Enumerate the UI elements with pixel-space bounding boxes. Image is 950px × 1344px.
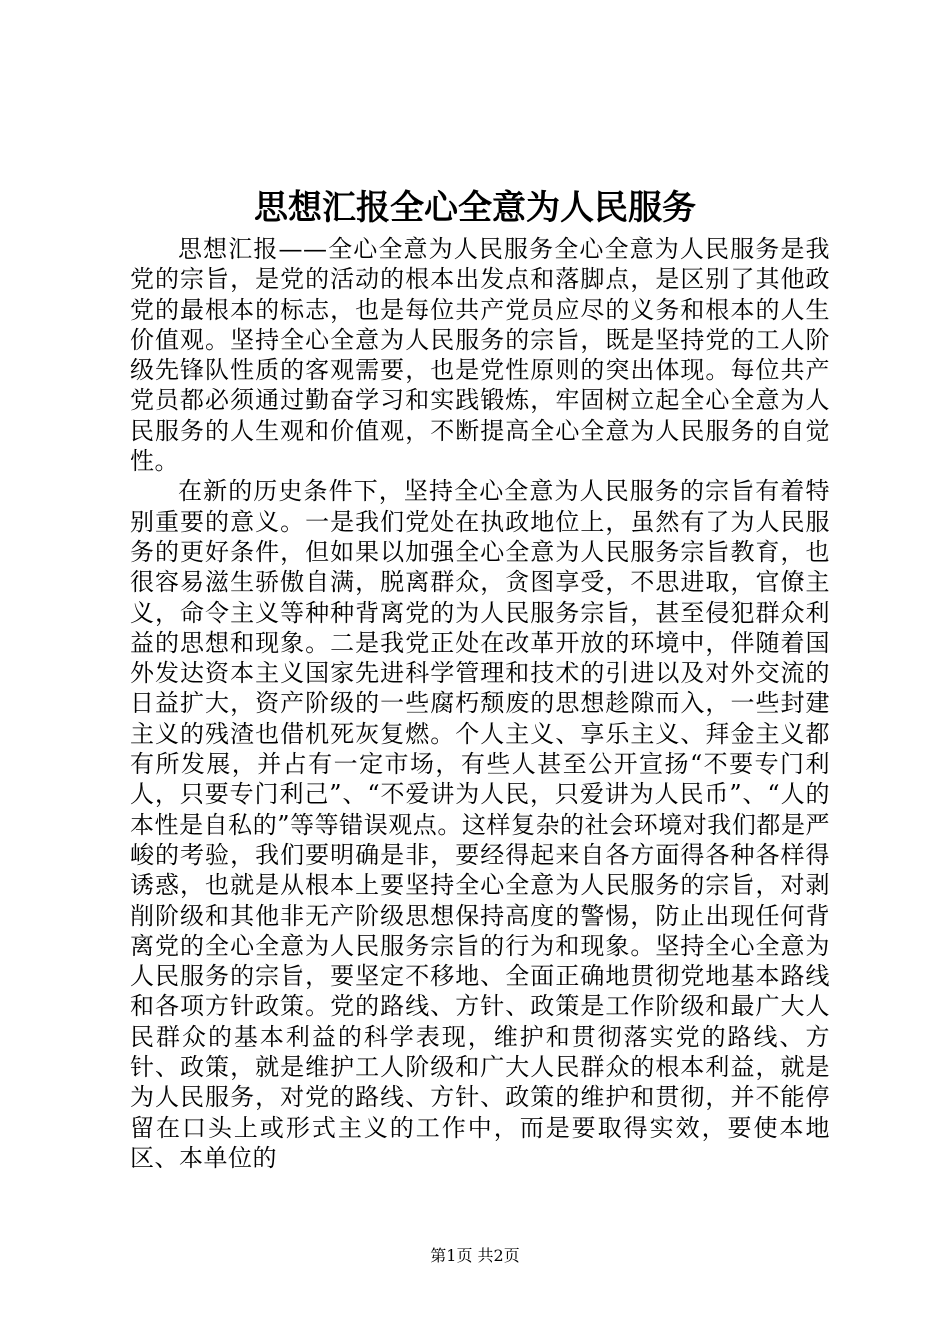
paragraph-2: 在新的历史条件下，坚持全心全意为人民服务的宗旨有着特别重要的意义。一是我们党处在执政地位上，虽然有了为人民服务的更好条件，但如果以加强全心全意为人民服务宗旨教育，也很容易滋生骄傲自满，脱离群众，贪图享受，不思进取，官僚主义，命令主义等种种背离党的为人民服务宗旨，甚至侵犯群众利益的思想和现象。二是我党正处在改革开放的环境中，伴随着国外发达资本主义国家先进科学管理和技术的引进以及对外交流的日益扩大，资产阶级的一些腐朽颓废的思想趁隙而入，一些封建主义的残渣也借机死灰复燃。个人主义、享乐主义、拜金主义都有所发展，并占有一定市场，有些人甚至公开宣扬“不要专门利人，只要专门利己”、“不爱讲为人民，只爱讲为人民币”、“人的本性是自私的”等等错误观点。这样复杂的社会环境对我们都是严峻的考验，我们要明确是非，要经得起来自各方面得各种各样得诱惑，也就是从根本上要坚持全心全意为人民服务的宗旨，对剥削阶级和其他非无产阶级思想保持高度的警惕，防止出现任何背离党的全心全意为人民服务宗旨的行为和现象。坚持全心全意为人民服务的宗旨，要坚定不移地、全面正确地贯彻党地基本路线和各项方针政策。党的路线、方针、政策是工作阶级和最广大人民群众的基本利益的科学表现，维护和贯彻落实党的路线、方针、政策，就是维护工人阶级和广大人民群众的根本利益，就是为人民服务，对党的路线、方针、政策的维护和贯彻，并不能停留在口头上或形式主义的工作中，而是要取得实效，要使本地区、本单位的 [130,477,830,1172]
document-title: 思想汇报全心全意为人民服务 [254,188,696,228]
page-number-footer: 第1页 共2页 [430,1246,520,1265]
document-body [130,234,830,1173]
paragraph-1: 思想汇报——全心全意为人民服务全心全意为人民服务是我党的宗旨，是党的活动的根本出发点和落脚点，是区别了其他政党的最根本的标志，也是每位共产党员应尽的义务和根本的人生价值观。坚持全心全意为人民服务的宗旨，既是坚持党的工人阶级先锋队性质的客观需要，也是党性原则的突出体现。每位共产党员都必须通过勤奋学习和实践锻炼，牢固树立起全心全意为人民服务的人生观和价值观，不断提高全心全意为人民服务的自觉性。 [130,235,830,476]
